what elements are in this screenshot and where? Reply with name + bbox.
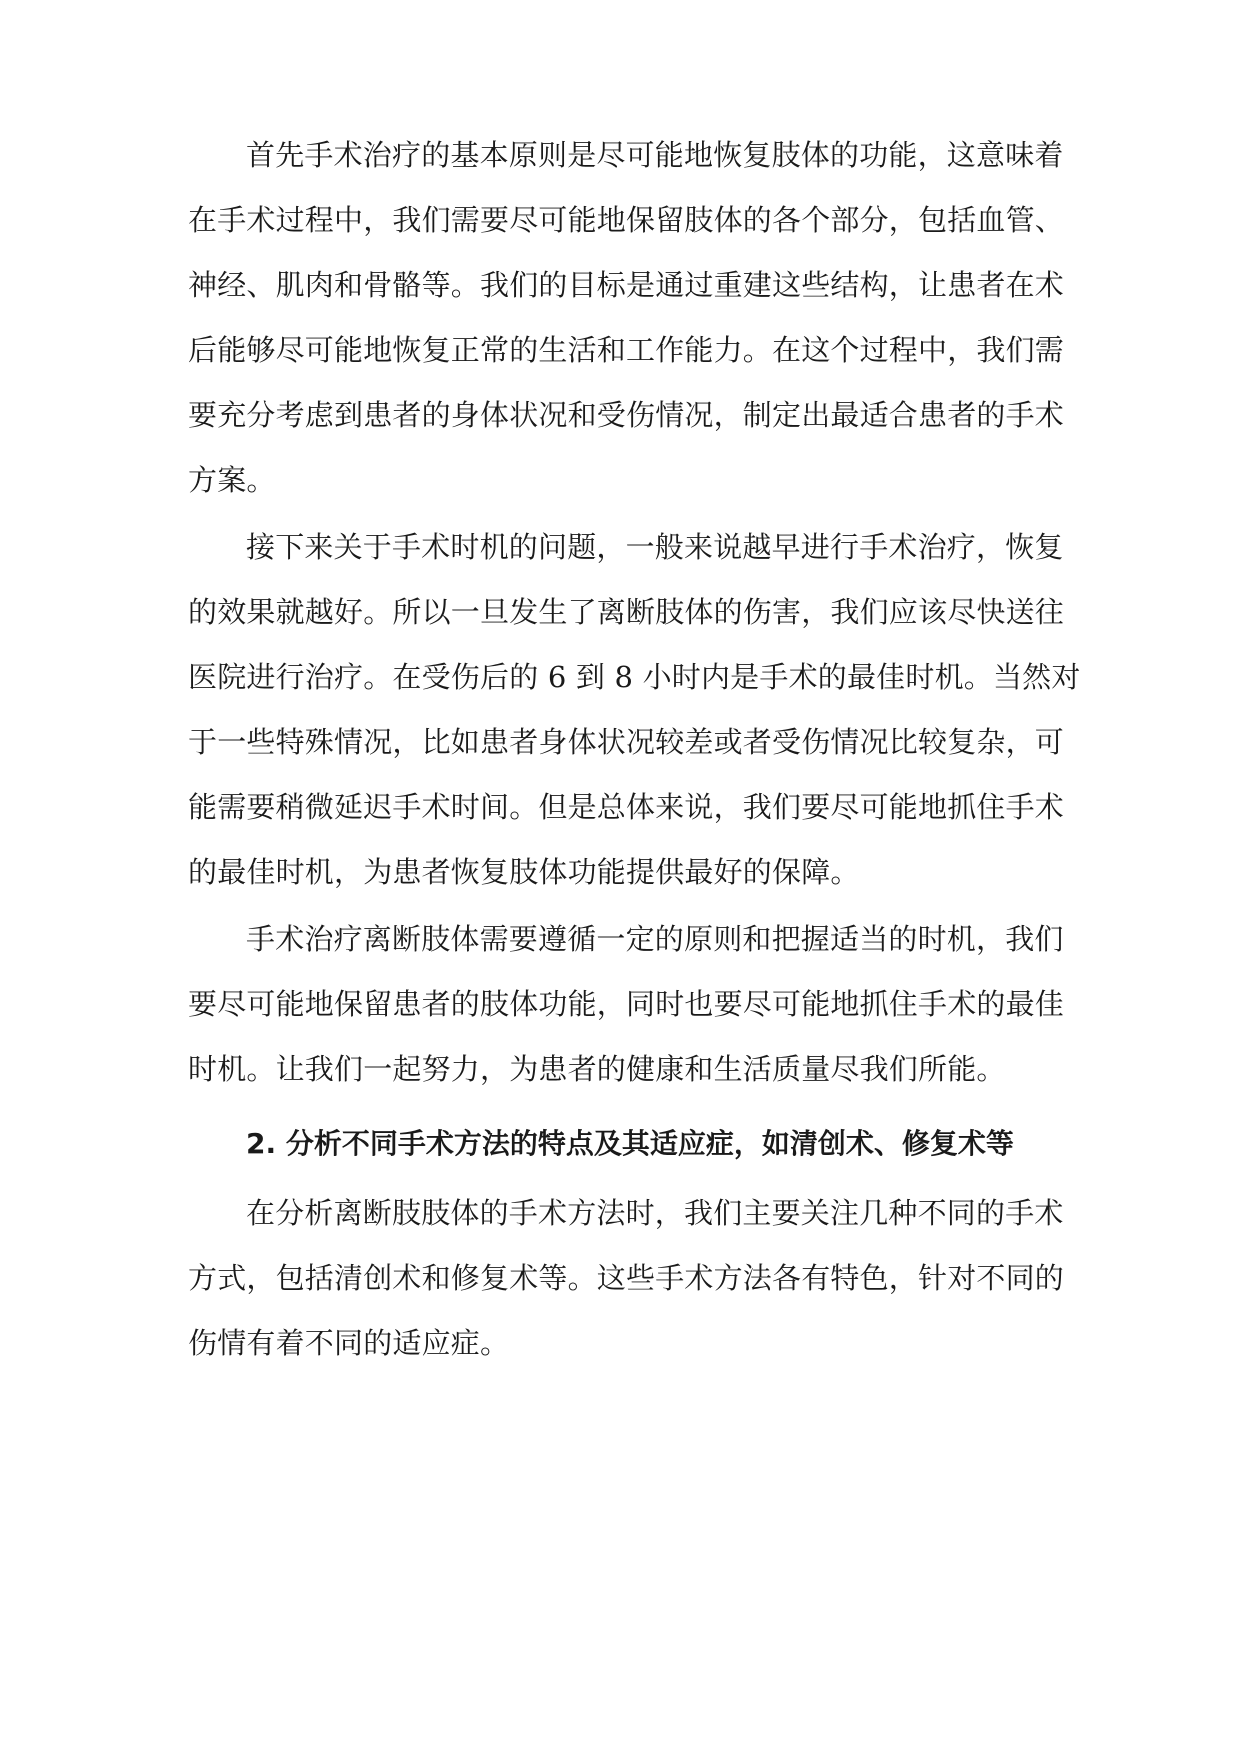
text-line: 在分析离断肢肢体的手术方法时，我们主要关注几种不同的手术 [246, 1196, 1064, 1230]
text-line: 后能够尽可能地恢复正常的生活和工作能力。在这个过程中，我们需 [188, 333, 1065, 367]
text-line: 方式，包括清创术和修复术等。这些手术方法各有特色，针对不同的 [188, 1261, 1065, 1295]
text-line: 医院进行治疗。在受伤后的 6 到 8 小时内是手术的最佳时机。当然对 [188, 660, 1081, 694]
text-line: 方案。 [188, 463, 276, 497]
text-line: 时机。让我们一起努力，为患者的健康和生活质量尽我们所能。 [188, 1052, 1006, 1086]
text-line: 能需要稍微延迟手术时间。但是总体来说，我们要尽可能地抓住手术 [188, 790, 1065, 824]
text-line: 要尽可能地保留患者的肢体功能，同时也要尽可能地抓住手术的最佳 [188, 987, 1065, 1021]
text-line: 在手术过程中，我们需要尽可能地保留肢体的各个部分，包括血管、 [188, 203, 1065, 237]
text-line: 的最佳时机，为患者恢复肢体功能提供最好的保障。 [188, 855, 860, 889]
text-line: 要充分考虑到患者的身体状况和受伤情况，制定出最适合患者的手术 [188, 398, 1065, 432]
text-line: 于一些特殊情况，比如患者身体状况较差或者受伤情况比较复杂，可 [188, 725, 1065, 759]
text-line: 接下来关于手术时机的问题，一般来说越早进行手术治疗，恢复 [246, 530, 1064, 564]
text-line: 神经、肌肉和骨骼等。我们的目标是通过重建这些结构，让患者在术 [188, 268, 1065, 302]
section-heading: 2. 分析不同手术方法的特点及其适应症，如清创术、修复术等 [246, 1127, 1014, 1160]
text-line: 伤情有着不同的适应症。 [188, 1326, 510, 1360]
text-line: 的效果就越好。所以一旦发生了离断肢体的伤害，我们应该尽快送往 [188, 595, 1065, 629]
text-line: 首先手术治疗的基本原则是尽可能地恢复肢体的功能，这意味着 [246, 138, 1064, 172]
text-line: 手术治疗离断肢体需要遵循一定的原则和把握适当的时机，我们 [246, 922, 1064, 956]
